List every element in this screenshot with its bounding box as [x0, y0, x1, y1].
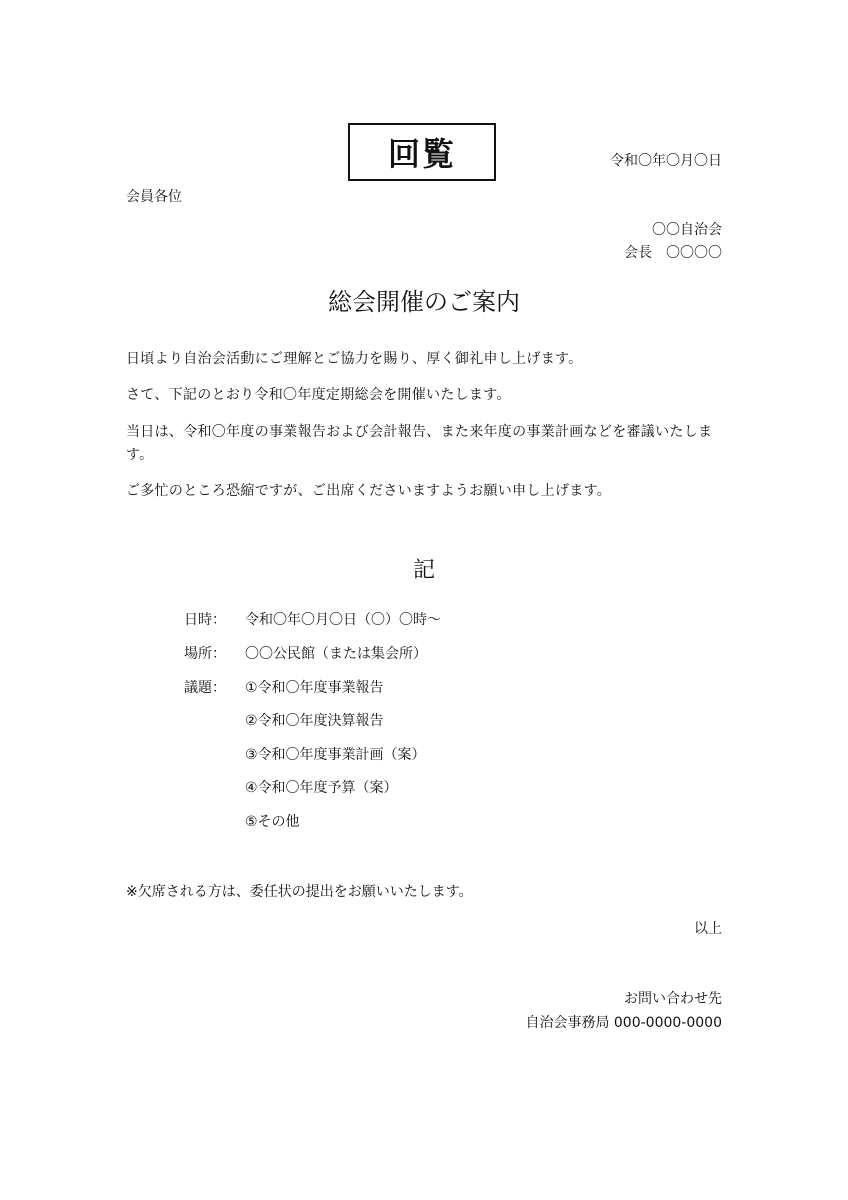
addressee: 会員各位	[126, 189, 182, 205]
agenda-item: ②令和〇年度決算報告	[245, 713, 384, 729]
agenda-item: ④令和〇年度予算（案）	[245, 780, 398, 796]
absence-note: ※欠席される方は、委任状の提出をお願いいたします。	[126, 884, 473, 900]
place-value: 〇〇公民館（または集会所）	[245, 646, 427, 662]
document-date: 令和〇年〇月〇日	[610, 153, 722, 169]
circulation-stamp: 回覧	[348, 123, 496, 181]
closing-word: 以上	[694, 921, 722, 937]
agenda-item: ①令和〇年度事業報告	[245, 680, 384, 696]
ki-heading: 記	[412, 558, 435, 583]
sender-organization: 〇〇自治会	[652, 222, 722, 238]
sender-name: 会長 〇〇〇〇	[624, 245, 722, 261]
contact-label: お問い合わせ先	[624, 991, 722, 1007]
document-title: 総会開催のご案内	[328, 288, 520, 316]
body-paragraph-1: 日頃より自治会活動にご理解とご協力を賜り、厚く御礼申し上げます。	[126, 351, 583, 367]
agenda-label: 議題：	[184, 680, 226, 696]
body-paragraph-2: さて、下記のとおり令和〇年度定期総会を開催いたします。	[126, 387, 511, 403]
place-label: 場所：	[184, 646, 226, 662]
datetime-label: 日時：	[184, 612, 226, 628]
body-paragraph-3: 当日は、令和〇年度の事業報告および会計報告、また来年度の事業計画などを審議いたします。	[126, 424, 713, 463]
agenda-item: ⑤その他	[245, 814, 300, 830]
datetime-value: 令和〇年〇月〇日（〇）〇時～	[245, 612, 441, 628]
agenda-item: ③令和〇年度事業計画（案）	[245, 747, 426, 763]
contact-detail: 自治会事務局 000-0000-0000	[525, 1015, 722, 1031]
body-paragraph-4: ご多忙のところ恐縮ですが、ご出席くださいますようお願い申し上げます。	[126, 483, 612, 499]
